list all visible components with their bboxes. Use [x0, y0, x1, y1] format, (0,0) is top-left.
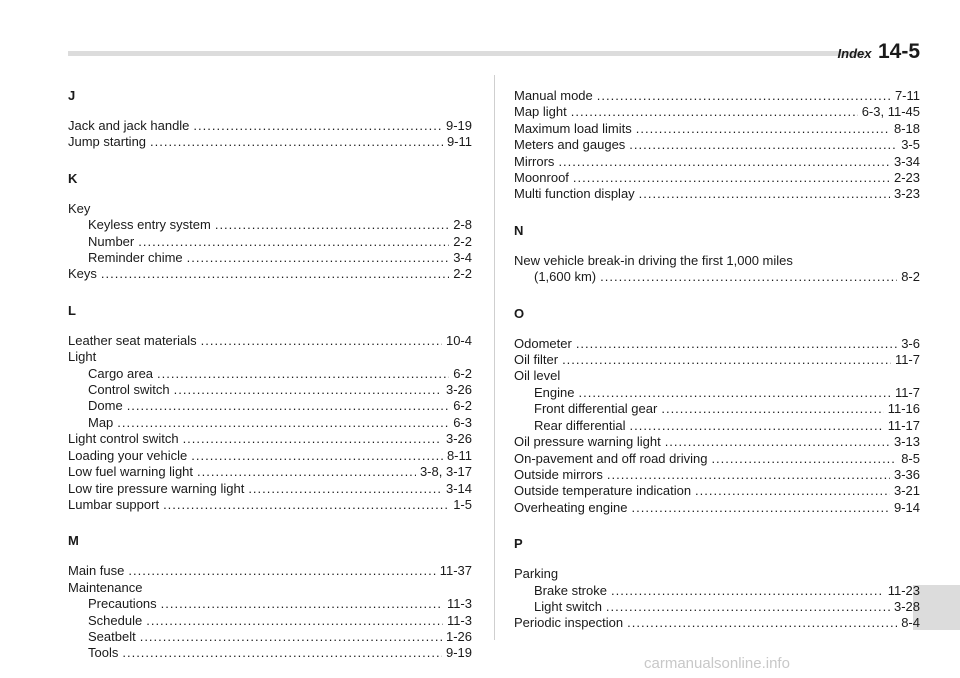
- index-entry: Oil pressure warning light ..... 3-13: [514, 434, 920, 450]
- index-heading: New vehicle break-in driving the first 1,000 miles: [514, 252, 793, 268]
- section-letter: L: [68, 302, 76, 318]
- index-entry: Manual mode ..... 7-11: [514, 88, 920, 104]
- index-subentry: Cargo area ..... 6-2: [68, 366, 472, 382]
- section-p: [514, 536, 920, 632]
- index-entry: Jack and jack handle ..... 9-19: [68, 118, 472, 134]
- section-letter: M: [68, 533, 79, 549]
- index-entry: On-pavement and off road driving ..... 8-5: [514, 451, 920, 467]
- index-subentry: Control switch ..... 3-26: [68, 382, 472, 398]
- index-entry: Meters and gauges ..... 3-5: [514, 137, 920, 153]
- index-entry: Odometer ..... 3-6: [514, 336, 920, 352]
- index-entry: Light control switch ..... 3-26: [68, 431, 472, 447]
- index-entry: Keys ..... 2-2: [68, 266, 472, 282]
- index-subentry: Schedule ..... 11-3: [68, 613, 472, 629]
- index-entry: Overheating engine ..... 9-14: [514, 500, 920, 516]
- section-n: [514, 223, 920, 286]
- section-letter: N: [514, 222, 524, 238]
- index-entry: Mirrors ..... 3-34: [514, 154, 920, 170]
- index-entry: Low tire pressure warning light ..... 3-14: [68, 481, 472, 497]
- section-j: [68, 88, 472, 151]
- index-heading: Light: [68, 349, 97, 365]
- index-heading: Maintenance: [68, 579, 143, 595]
- section-letter: J: [68, 88, 76, 103]
- section-letter: O: [514, 305, 525, 321]
- section-m: [68, 533, 472, 661]
- index-entry: Lumbar support ..... 1-5: [68, 497, 472, 513]
- index-subentry: Seatbelt ..... 1-26: [68, 629, 472, 645]
- section-letter: P: [514, 536, 523, 552]
- index-entry: Loading your vehicle ..... 8-11: [68, 448, 472, 464]
- page-number: 14-5: [877, 40, 920, 63]
- index-entry: Multi function display ..... 3-23: [514, 186, 920, 202]
- index-entry: Map light ..... 6-3, 11-45: [514, 104, 920, 120]
- index-subentry: Number ..... 2-2: [68, 234, 472, 250]
- left-column: [68, 88, 472, 662]
- index-entry: Jump starting ..... 9-11: [68, 134, 472, 150]
- index-subentry: Tools ..... 9-19: [68, 645, 472, 661]
- index-subentry: Precautions ..... 11-3: [68, 596, 472, 612]
- index-subentry: Rear differential ..... 11-17: [514, 418, 920, 434]
- index-subentry: Light switch ..... 3-28: [514, 599, 920, 615]
- index-subentry: Keyless entry system ..... 2-8: [68, 217, 472, 233]
- index-subentry: Reminder chime ..... 3-4: [68, 250, 472, 266]
- section-o: [514, 306, 920, 516]
- index-entry: Moonroof ..... 2-23: [514, 170, 920, 186]
- index-entry: Outside temperature indication ..... 3-21: [514, 483, 920, 499]
- right-column: [514, 88, 920, 632]
- index-subentry: Engine ..... 11-7: [514, 385, 920, 401]
- index-entry: Main fuse ..... 11-37: [68, 563, 472, 579]
- section-k: [68, 171, 472, 283]
- column-divider: [494, 75, 495, 640]
- index-entry: Low fuel warning light ..... 3-8, 3-17: [68, 464, 472, 480]
- header-rule: [68, 51, 865, 56]
- section-m-continued: [514, 88, 920, 203]
- index-subentry: Map ..... 6-3: [68, 415, 472, 431]
- page-title-word: Index: [837, 46, 872, 61]
- index-subentry: (1,600 km) ..... 8-2: [514, 269, 920, 285]
- watermark-text: carmanualsonline.info: [644, 655, 790, 672]
- index-subentry: Dome ..... 6-2: [68, 398, 472, 414]
- index-subentry: Brake stroke ..... 11-23: [514, 583, 920, 599]
- index-subentry: Front differential gear ..... 11-16: [514, 401, 920, 417]
- side-tab: [913, 585, 960, 630]
- index-entry: Outside mirrors ..... 3-36: [514, 467, 920, 483]
- section-l: [68, 303, 472, 513]
- index-entry: Periodic inspection ..... 8-4: [514, 615, 920, 631]
- section-letter: K: [68, 170, 78, 186]
- index-heading: Key: [68, 200, 91, 216]
- index-heading: Oil level: [514, 368, 561, 384]
- index-entry: Leather seat materials ..... 10-4: [68, 333, 472, 349]
- page-title: [838, 40, 920, 64]
- index-entry: Oil filter ..... 11-7: [514, 352, 920, 368]
- index-heading: Parking: [514, 566, 559, 582]
- index-entry: Maximum load limits ..... 8-18: [514, 121, 920, 137]
